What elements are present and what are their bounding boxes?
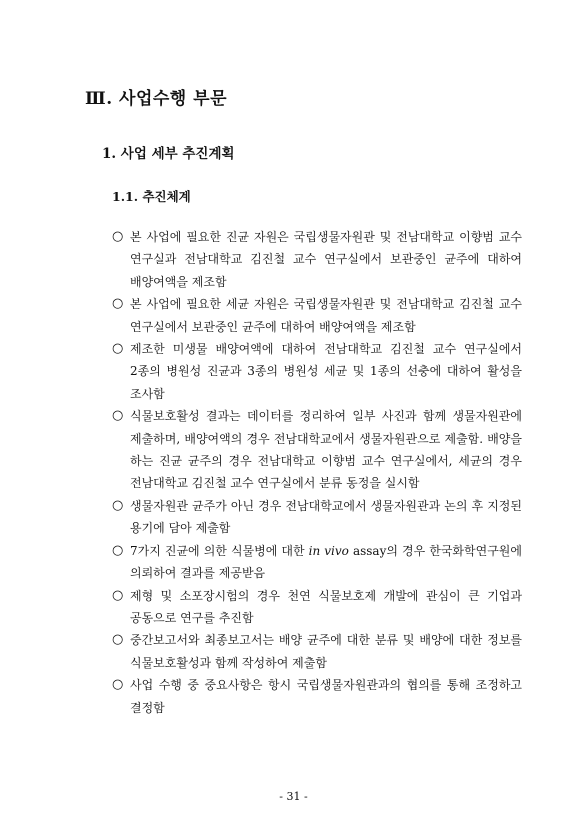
list-item [112,585,522,630]
circle-bullet-icon: ○ [112,587,124,603]
circle-bullet-icon: ○ [112,677,124,693]
list-item [112,495,522,540]
circle-bullet-icon: ○ [112,341,124,357]
list-item [112,338,522,405]
subsection-heading: 1. 사업 세부 추진계획 [102,146,235,162]
circle-bullet-icon: ○ [112,408,124,424]
page-number: - 31 - [279,790,308,803]
list-item-text-before: 7가지 진균에 의한 식물병에 대한 [130,543,309,558]
subsubsection-heading: 1.1. 추진체계 [112,189,191,204]
list-item [112,674,522,719]
list-item [112,226,522,293]
list-item-text: 본 사업에 필요한 세균 자원은 국립생물자원관 및 전남대학교 김진철 교수 연구실에서 보관중인 균주에 대하여 배양여액을 제조함 [130,297,522,334]
list-item-text-after: assay의 경우 한국화학연구원에 의뢰하여 결과를 제공받음 [130,543,522,581]
circle-bullet-icon: ○ [112,229,124,244]
circle-bullet-icon: ○ [112,296,124,312]
list-item [112,540,522,585]
list-item-text: 사업 수행 중 중요사항은 항시 국립생물자원관과의 협의를 통해 조정하고 결정함 [130,678,522,715]
section-heading: Ⅲ. 사업수행 부문 [85,89,227,109]
list-item-text: 제형 및 소포장시험의 경우 천연 식물보호제 개발에 관심이 큰 기업과 공동으로 연구를 추진함 [130,588,522,625]
circle-bullet-icon: ○ [112,497,124,513]
list-item-text: 제조한 미생물 배양여액에 대하여 전남대학교 김진철 교수 연구실에서 2종의 병원성 진균과 3종의 병원성 세균 및 1종의 선충에 대하여 활성을 조사함 [130,342,522,401]
list-item [112,405,522,495]
circle-bullet-icon: ○ [112,632,124,648]
list-item-text: 생물자원관 균주가 아닌 경우 전남대학교에서 생물자원관과 논의 후 지정된 용기에 담아 제출함 [130,498,522,536]
list-item-text: 본 사업에 필요한 진균 자원은 국립생물자원관 및 전남대학교 이향범 교수 연구실과 전남대학교 김진철 교수 연구실에서 보관중인 균주에 대하여 배양여액을 제조함 [130,230,522,289]
circle-bullet-icon: ○ [112,542,124,558]
list-item-text: 식물보호활성 결과는 데이터를 정리하여 일부 사진과 함께 생물자원관에 제출하며, 배양여액의 경우 전남대학교에서 생물자원관으로 제출함. 배양을 하는 진균 균주의 경우 전남대학교 이향범 교수 연구실에서, 세균의 경우 전남대학교 김진철 교수 연구실에서 분류 동정을 실시함 [130,409,522,491]
list-item-italic-term: in vivo [308,543,349,558]
list-item-text: 중간보고서와 최종보고서는 배양 균주에 대한 분류 및 배양에 대한 정보를 식물보호활성과 함께 작성하여 제출함 [130,633,522,670]
list-item [112,293,522,338]
list-item [112,629,522,674]
bullet-list [112,226,522,719]
